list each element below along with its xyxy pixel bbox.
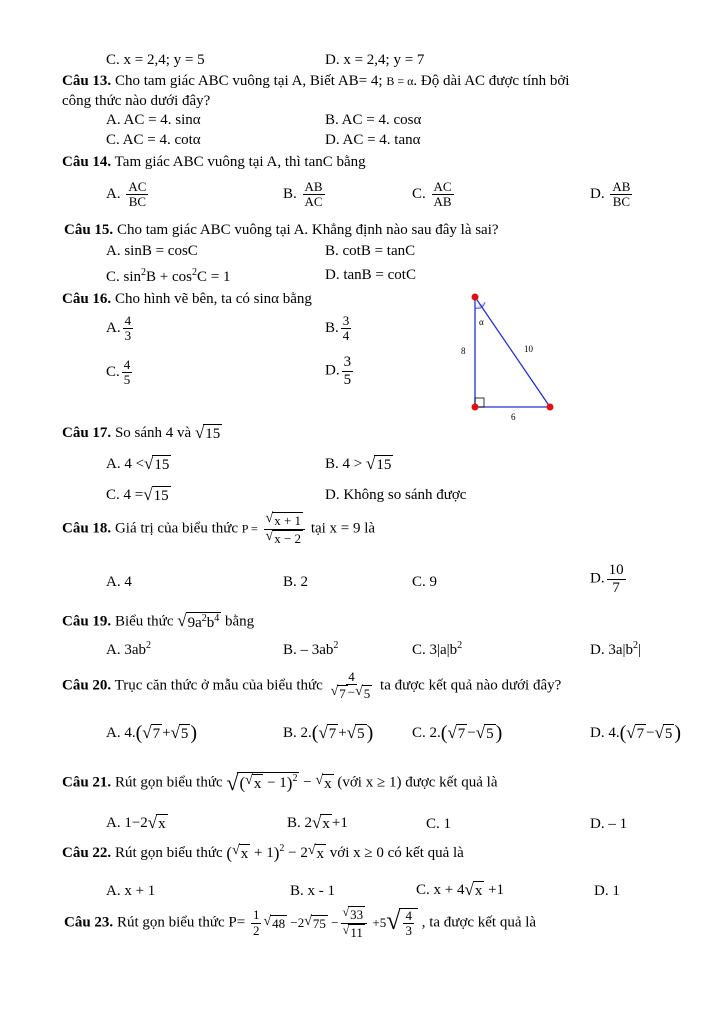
q16-text: Cho hình vẽ bên, ta có sinα bằng <box>111 291 312 307</box>
q22-option-c: C. x + 4 √ x +1 <box>416 880 505 899</box>
q22-option-a: A. x + 1 <box>106 883 156 899</box>
right-triangle-figure <box>455 290 565 425</box>
vertex-top <box>472 294 479 301</box>
q16-option-d: D. $\frac{3}{5}$ <box>325 354 352 388</box>
q15-text: Cho tam giác ABC vuông tại A. Khẳng định nào sau đây là sai? <box>113 222 499 238</box>
q19-option-c: C. $3|a|b^2$ <box>412 640 463 658</box>
q12-option-c: C. x = 2,4; y = 5 <box>106 52 205 68</box>
triangle-hypotenuse <box>475 297 550 407</box>
q18-expression: √ x + 1 √ x − 2 <box>264 512 306 546</box>
q17-label: Câu 17. <box>62 424 112 441</box>
q21-option-b: B. 2 √ x +1 <box>287 813 348 832</box>
label-side-6: 6 <box>511 412 516 422</box>
vertex-bottom-left <box>472 404 479 411</box>
q12-option-d: D. x = 2,4; y = 7 <box>325 52 425 68</box>
q17-option-b: B. 4 > √ 15 <box>325 454 392 473</box>
q14-b-fraction: $\frac{AB}{AC}$ <box>304 179 323 210</box>
q20-option-b: B. 2.( √ 7 + √ 5 ) <box>283 722 374 744</box>
sqrt-15: √ 15 <box>194 423 221 442</box>
q18-option-c: C. 9 <box>412 574 438 590</box>
q15-option-a: A. sinB = cosC <box>106 243 198 259</box>
q16-option-b: B. $\frac{3}{4}$ <box>325 313 350 344</box>
q16-stem <box>62 291 312 308</box>
q13-text3: công thức nào dưới đây? <box>62 93 211 109</box>
q18-stem: Câu 18. Giá trị của biểu thức P = √ x + 1 √ x − 2 tại x = 9 là <box>62 511 376 546</box>
q13-text1: Cho tam giác ABC vuông tại A, Biết AB= 4; <box>111 73 387 89</box>
q19-option-d: D. $3a|b^2|$ <box>590 640 642 658</box>
q22-option-d: D. 1 <box>594 883 620 899</box>
q13-given: B = α <box>386 74 414 88</box>
q19-sqrt: √ $9a^2b^4$ <box>177 611 220 631</box>
vertex-bottom-right <box>547 404 554 411</box>
q20-option-c: C. 2.( √ 7 − √ 5 ) <box>412 722 503 744</box>
q23-expression: $\frac{1}{2}$ √ 48 −2 √ 75 − √ 33 √ 11 +5 √ $\frac{4}{3}$ <box>249 915 422 931</box>
q14-option-c <box>412 180 456 210</box>
q14-c-fraction: $\frac{AC}{AB}$ <box>433 179 452 210</box>
q18-option-d: D. $\frac{10}{7}$ <box>590 562 624 596</box>
q14-a-letter: A. <box>106 186 121 203</box>
q21-option-c: C. 1 <box>426 816 452 832</box>
q14-c-letter: C. <box>412 186 426 203</box>
q21-expression: √ ( √ x − 1)$^2$ <box>226 770 298 795</box>
q20-label: Câu 20. <box>62 677 112 694</box>
q22-expression: ( √ x + 1)$^2$ − 2 √ x <box>226 843 325 863</box>
q22-option-b: B. x - 1 <box>290 883 335 899</box>
q14-text: Tam giác ABC vuông tại A, thì tanC bằng <box>111 154 366 170</box>
q16-label: Câu 16. <box>62 291 112 307</box>
q17-option-a: A. 4 < √ 15 <box>106 454 170 473</box>
q17-stem: Câu 17. So sánh 4 và √ 15 <box>62 423 221 442</box>
q16-option-c: C. $\frac{4}{5}$ <box>106 357 131 388</box>
q14-option-b <box>283 180 327 210</box>
q13-label: Câu 13. <box>62 73 112 89</box>
q14-stem <box>62 154 366 171</box>
q18-label: Câu 18. <box>62 520 112 537</box>
q19-stem: Câu 19. Biểu thức √ $9a^2b^4$ bằng <box>62 611 255 631</box>
q19-option-b: B. – $3ab^2$ <box>283 640 339 658</box>
label-alpha: α <box>479 317 484 327</box>
q23-label: Câu 23. <box>64 914 114 931</box>
q20-option-a: A. 4.( √ 7 + √ 5 ) <box>106 722 198 744</box>
q21-option-d: D. – 1 <box>590 816 628 832</box>
q13-option-b: B. AC = 4. cosα <box>325 112 422 128</box>
q15-label: Câu 15. <box>64 222 114 238</box>
q14-d-letter: D. <box>590 186 605 203</box>
q23-stem: Câu 23. Rút gọn biểu thức P= $\frac{1}{2}$ √ 48 −2 √ 75 − √ 33 √ 11 +5 √ $\frac{4}{3}$ , ta được kết quả là <box>64 905 537 940</box>
q14-option-a <box>106 180 150 210</box>
q15-stem <box>64 222 499 239</box>
q14-label: Câu 14. <box>62 154 112 170</box>
q14-b-letter: B. <box>283 186 297 203</box>
q14-d-fraction: $\frac{AB}{BC}$ <box>612 179 631 210</box>
q19-option-a: A. $3ab^2$ <box>106 640 151 658</box>
q14-a-fraction: $\frac{AC}{BC}$ <box>128 179 147 210</box>
q13-text2: . Độ dài AC được tính bởi <box>413 73 570 89</box>
q18-option-b: B. 2 <box>283 574 309 590</box>
q18-option-a: A. 4 <box>106 574 132 590</box>
q22-label: Câu 22. <box>62 845 112 861</box>
q20-expression: 4 √ 7 − √ 5 <box>330 669 371 702</box>
label-side-8: 8 <box>461 346 466 356</box>
q16-option-a: A. $\frac{4}{3}$ <box>106 313 132 344</box>
q21-stem: Câu 21. Rút gọn biểu thức √ ( √ x − 1)$^2$ − √ x (với x ≥ 1) được kết quả là <box>62 770 498 795</box>
label-side-10: 10 <box>524 344 533 354</box>
q15-option-c: C. $\sin^2B + \cos^2C = 1$ <box>106 267 231 285</box>
q20-stem: Câu 20. Trục căn thức ở mẫu của biểu thức 4 √ 7 − √ 5 ta được kết quả nào dưới đây? <box>62 669 562 702</box>
q15-option-b: B. cotB = tanC <box>325 243 416 259</box>
q13-option-d: D. AC = 4. tanα <box>325 132 421 148</box>
q13-option-a: A. AC = 4. sinα <box>106 112 201 128</box>
q13-stem <box>62 73 569 90</box>
q19-label: Câu 19. <box>62 613 112 630</box>
q22-stem: Câu 22. Rút gọn biểu thức ( √ x + 1)$^2$ − 2 √ x với x ≥ 0 có kết quả là <box>62 843 464 863</box>
q17-option-d: D. Không so sánh được <box>325 487 467 503</box>
q21-option-a: A. 1−2 √ x <box>106 813 166 832</box>
q14-option-d <box>590 180 634 210</box>
q15-option-d: D. tanB = cotC <box>325 267 416 283</box>
q13-option-c: C. AC = 4. cotα <box>106 132 201 148</box>
q21-label: Câu 21. <box>62 774 112 791</box>
q17-option-c: C. 4 = √ 15 <box>106 485 169 504</box>
q20-option-d: D. 4.( √ 7 − √ 5 ) <box>590 722 682 744</box>
